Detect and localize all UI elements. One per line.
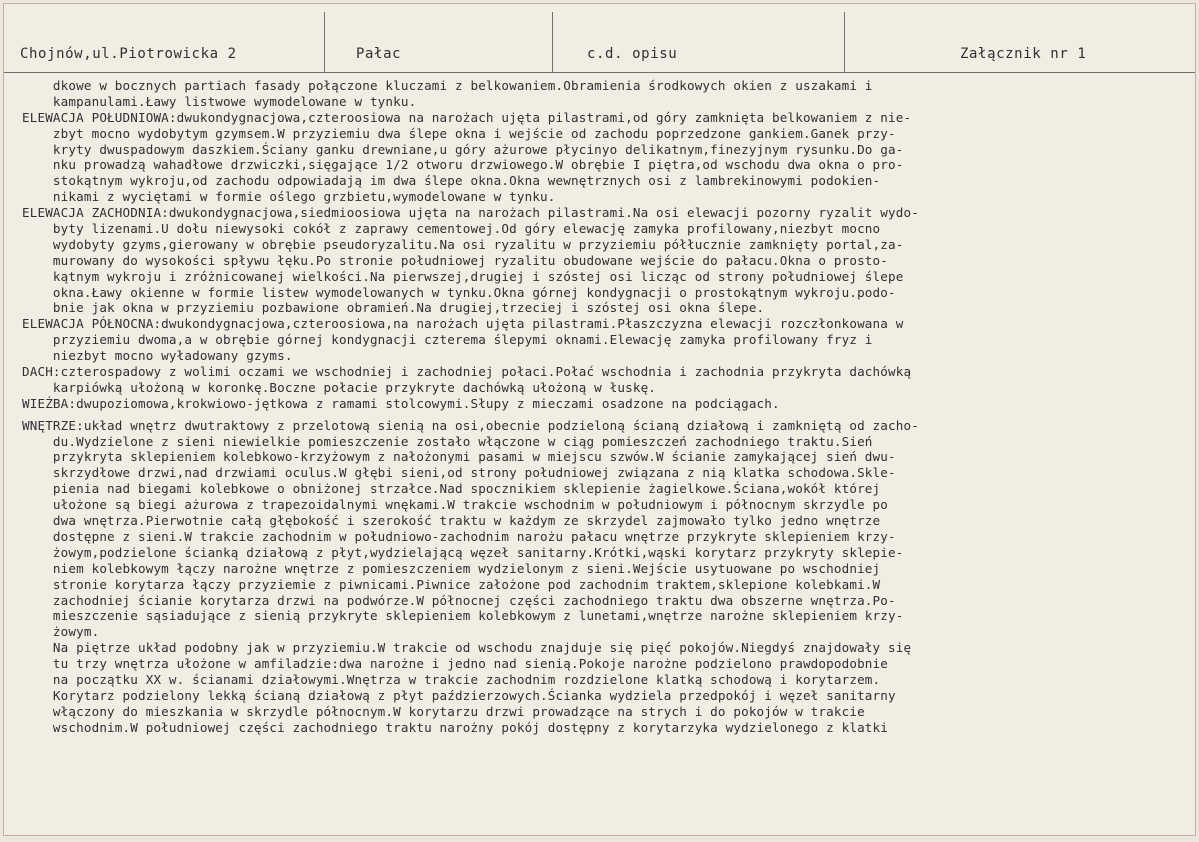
header-divider [324, 12, 325, 72]
text-line: dwa wnętrza.Pierwotnie całą głębokość i szerokość traktu w każdym ze skrzydel zajmowało tylko jedno wnętrze [22, 513, 881, 529]
text-line: okna.Ławy okienne w formie listew wymodelowanych w tynku.Okna górnej kondygnacji o prostokątnym wykroju.podo- [22, 284, 896, 300]
text-line: na początku XX w. ścianami działowymi.Wnętrza w trakcie zachodnim rozdzielone klatką schodową i korytarzem. [22, 671, 881, 687]
text-line: du.Wydzielone z sieni niewielkie pomieszczenie zostało włączone w ciąg pomieszczeń zachodniego traktu.Sień [22, 433, 873, 449]
text-line: WIEŻBA:dwupoziomowa,krokwiowo-jętkowa z ramami stolcowymi.Słupy z mieczami osadzone na podciągach. [22, 395, 780, 411]
text-line: ELEWACJA POŁUDNIOWA:dwukondygnacjowa,czteroosiowa na narożach ujęta pilastrami,od góry zamknięta belkowaniem z nie- [22, 109, 912, 125]
text-line: byty lizenami.U dołu niewysoki cokół z zaprawy cementowej.Od góry elewację zamyka profilowany,niezbyt mocno [22, 221, 881, 237]
text-line: włączony do mieszkania w skrzydle północnym.W korytarzu drzwi prowadzące na strych i do pokojów w trakcie [22, 703, 865, 719]
text-line: dostępne z sieni.W trakcie zachodnim w południowo-zachodnim narożu pałacu wnętrze przykryte sklepieniem krzy- [22, 528, 896, 544]
text-line: wschodnim.W południowej części zachodniego traktu narożny pokój dostępny z korytarzyka wydzielonego z klatki [22, 719, 888, 735]
text-line: kryty dwuspadowym daszkiem.Ściany ganku drewniane,u góry ażurowe płycinyo delikatnym,finezyjnym rysunku.Do ga- [22, 141, 904, 157]
text-line: wydobyty gzyms,gierowany w obrębie pseudoryzalitu.Na osi ryzalitu w przyziemiu półłucznie zamknięty portal,za- [22, 236, 904, 252]
text-line: zachodniej ścianie korytarza drzwi na podwórze.W północnej części zachodniego traktu dwa obszerne wnętrza.Po- [22, 592, 896, 608]
text-line: skrzydłowe drzwi,nad drzwiami oculus.W głębi sieni,od strony południowej związana z nią klatka schodowa.Skle- [22, 465, 896, 481]
text-line: Na piętrze układ podobny jak w przyziemiu.W trakcie od wschodu znajduje się pięć pokojów.Niegdyś znajdowały się [22, 640, 912, 656]
text-line: kampanulami.Ławy listwowe wymodelowane w tynku. [22, 93, 417, 109]
text-line: zbyt mocno wydobytym gzymsem.W przyziemiu dwa ślepe okna i wejście od zachodu poprzedzone gankiem.Ganek przy- [22, 125, 896, 141]
header-divider [552, 12, 553, 72]
text-line: pienia nad biegami kolebkowe o obniżonej strzałce.Nad spocznikiem sklepienie żagielkowe.Ściana,wokół której [22, 481, 881, 497]
header-object: Pałac [356, 46, 402, 62]
text-line: ułożone są biegi ażurowa z trapezoidalnymi wnękami.W trakcie wschodnim w południowym i północnym skrzydle po [22, 497, 888, 513]
text-line: żowym. [22, 624, 100, 640]
text-line: WNĘTRZE:układ wnętrz dwutraktowy z przelotową sienią na osi,obecnie podzieloną ścianą działową i zamkniętą od zacho- [22, 417, 919, 433]
header-section: c.d. opisu [587, 46, 678, 62]
text-line: murowany do wysokości spływu łęku.Po stronie południowej ryzalitu obudowane wejście do pałacu.Okna o prosto- [22, 252, 888, 268]
text-line: kątnym wykroju i zróżnicowanej wielkości.Na pierwszej,drugiej i szóstej osi licząc od strony południowej ślepe [22, 268, 904, 284]
text-line: ELEWACJA ZACHODNIA:dwukondygnacjowa,siedmioosiowa ujęta na narożach pilastrami.Na osi elewacji pozorny ryzalit wydo- [22, 205, 919, 221]
header-divider [844, 12, 845, 72]
text-line: przykryta sklepieniem kolebkowo-krzyżowym z nałożonymi pasami w miejscu szwów.W ścianie zamykającej sień dwu- [22, 449, 896, 465]
text-line: nku prowadzą wahadłowe drzwiczki,sięgające 1/2 otworu drzwiowego.W obrębie I piętra,od wschodu dwa okna o pro- [22, 157, 904, 173]
text-line: przyziemiu dwoma,a w obrębie górnej kondygnacji czterema ślepymi oknami.Elewację zamyka profilowany fryz i [22, 332, 873, 348]
header-address: Chojnów,ul.Piotrowicka 2 [20, 46, 237, 62]
text-line: DACH:czterospadowy z wolimi oczami we wschodniej i zachodniej połaci.Połać wschodnia i zachodnia przykryta dachówką [22, 364, 912, 380]
text-line: tu trzy wnętrza ułożone w amfiladzie:dwa narożne i jedno nad sienią.Pokoje narożne podzielono prawdopodobnie [22, 656, 888, 672]
document-page [3, 3, 1196, 836]
text-line: niem kolebkowym łączy narożne wnętrze z pomieszczeniem wydzielonym z sieni.Wejście usytuowane po wschodniej [22, 560, 881, 576]
text-line: żowym,podzielone ścianką działową z płyt,wydzielającą węzeł sanitarny.Krótki,wąski korytarz przykryty sklepie- [22, 544, 904, 560]
text-line: stokątnym wykroju,od zachodu odpowiadają im dwa ślepe okna.Okna wewnętrznych osi z lambrekinowymi podokien- [22, 173, 881, 189]
text-line: nikami z wyciętami w formie oślego grzbietu,wymodelowane w tynku. [22, 189, 556, 205]
text-line: stronie korytarza łączy przyziemie z piwnicami.Piwnice założone pod zachodnim traktem,sklepione kolebkami.W [22, 576, 881, 592]
text-line: Korytarz podzielony lekką ścianą działową z płyt paździerzowych.Ścianka wydziela przedpokój i węzeł sanitarny [22, 687, 896, 703]
text-line: karpiówką ułożoną w koronkę.Boczne połacie przykryte dachówką ułożoną w łuskę. [22, 379, 657, 395]
text-line: dkowe w bocznych partiach fasady połączone kluczami z belkowaniem.Obramienia środkowych okien z uszakami i [22, 78, 873, 93]
document-body [22, 78, 1194, 736]
document-header [4, 4, 1195, 73]
text-line: bnie jak okna w przyziemiu pozbawione obramień.Na drugiej,trzeciej i szóstej osi okna ślepe. [22, 300, 765, 316]
text-line: ELEWACJA PÓŁNOCNA:dwukondygnacjowa,czteroosiowa,na narożach ujęta pilastrami.Płaszczyzna elewacji rozczłonkowana w [22, 316, 904, 332]
header-attachment: Załącznik nr 1 [960, 46, 1087, 62]
text-line: niezbyt mocno wyładowany gzyms. [22, 348, 293, 364]
text-line: mieszczenie sąsiadujące z sienią przykryte sklepieniem kolebkowym z lunetami,wnętrze narożne sklepieniem krzy- [22, 608, 904, 624]
